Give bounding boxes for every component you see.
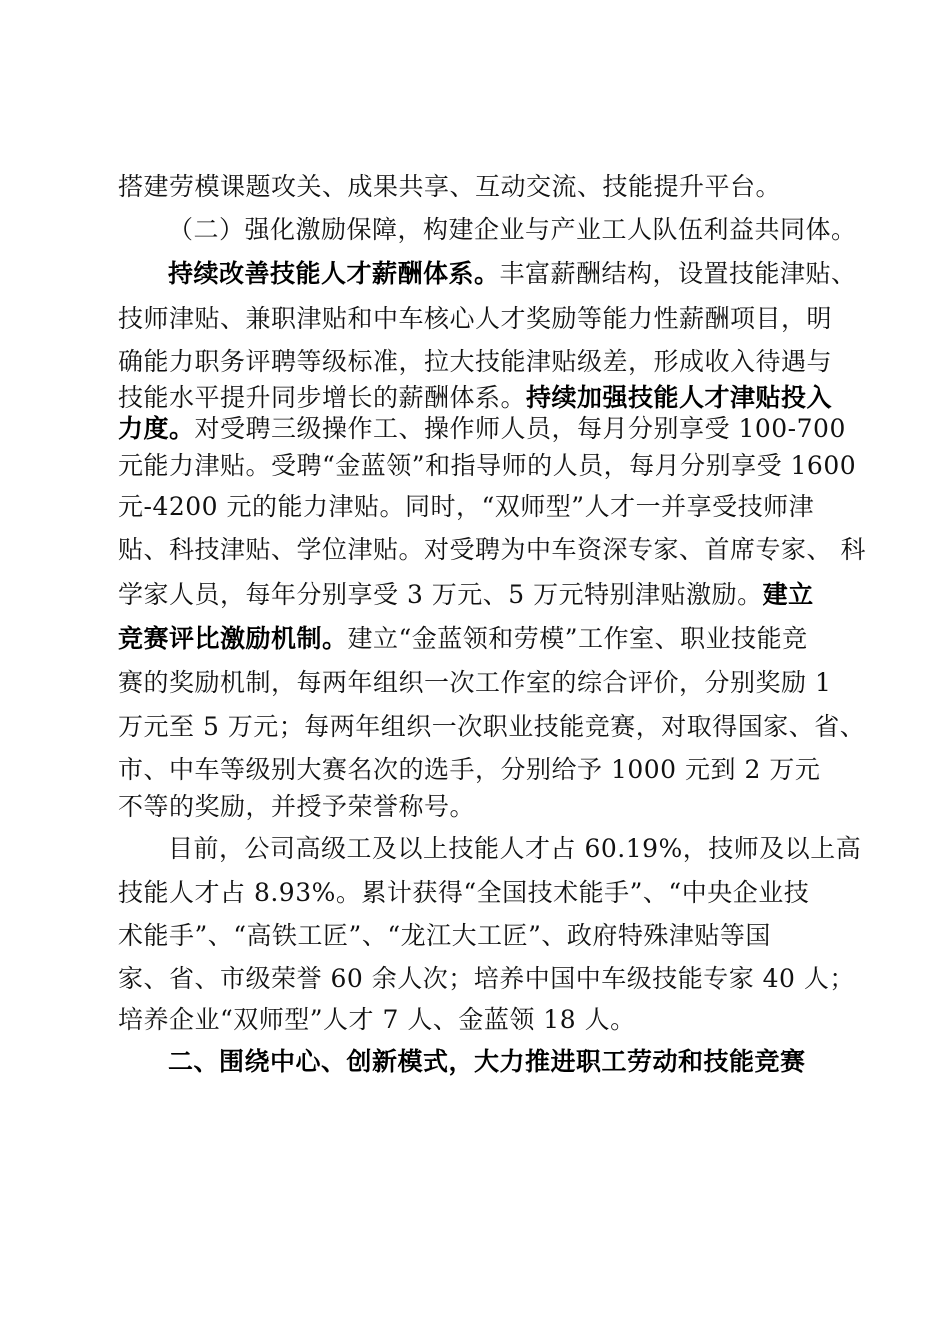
paragraph-line [118,381,848,415]
body-text: 元-4200 元的能力津贴。同时，“双师型”人才一并享受技师津 [118,492,815,521]
body-text: 市、中车等级别大赛名次的选手，分别给予 1000 元到 2 万元 [118,755,821,784]
paragraph-line [118,666,848,700]
paragraph-line [168,832,862,866]
body-text: 丰富薪酬结构，设置技能津贴、 [499,259,857,288]
body-text: 不等的奖励，并授予荣誉称号。 [118,792,476,821]
body-text: 搭建劳模课题攻关、成果共享、互动交流、技能提升平台。 [118,172,782,201]
body-text: 建立“金蓝领和劳模”工作室、职业技能竞 [347,624,808,653]
paragraph-line [118,533,866,567]
body-text: 确能力职务评聘等级标准，拉大技能津贴级差，形成收入待遇与 [118,347,833,376]
heading-text: 二、围绕中心、创新模式，大力推进职工劳动和技能竞赛 [168,1047,806,1076]
paragraph-line [118,919,848,953]
paragraph-line [118,753,848,787]
bold-lead-text: 持续加强技能人才津贴投入 [526,383,833,412]
paragraph-line [118,962,855,996]
body-text: 赛的奖励机制，每两年组织一次工作室的综合评价，分别奖励 1 [118,668,832,697]
body-text: 对受聘三级操作工、操作师人员，每月分别享受 100-700 [194,414,846,443]
paragraph-line [118,302,848,336]
bold-lead-text: 建立 [762,580,814,609]
paragraph-line [118,876,848,910]
section-subheading [168,213,857,247]
paragraph-line [118,170,848,204]
body-text: 术能手”、“高铁工匠”、“龙江大工匠”、政府特殊津贴等国 [118,921,771,950]
paragraph-line [118,578,848,612]
body-text: 目前，公司高级工及以上技能人才占 60.19%，技师及以上高 [168,834,862,863]
body-text: 万元至 5 万元；每两年组织一次职业技能竞赛，对取得国家、省、 [118,712,866,741]
paragraph-line [168,257,857,291]
paragraph-line [118,1003,848,1037]
subheading-text: （二）强化激励保障，构建企业与产业工人队伍利益共同体。 [168,215,857,244]
body-text: 家、省、市级荣誉 60 余人次；培养中国中车级技能专家 40 人； [118,964,855,993]
section-heading [168,1045,848,1079]
bold-lead-text: 持续改善技能人才薪酬体系。 [168,259,500,288]
paragraph-line [118,449,857,483]
body-text: 贴、科技津贴、学位津贴。对受聘为中车资深专家、首席专家、 科 [118,535,866,564]
paragraph-line [118,345,848,379]
paragraph-line [118,710,866,744]
paragraph-line [118,790,848,824]
paragraph-line [118,412,848,446]
bold-lead-text: 竞赛评比激励机制。 [118,624,348,653]
body-text: 培养企业“双师型”人才 7 人、金蓝领 18 人。 [118,1005,636,1034]
paragraph-line [118,622,848,656]
body-text: 学家人员，每年分别享受 3 万元、5 万元特别津贴激励。 [118,580,763,609]
body-text: 元能力津贴。受聘“金蓝领”和指导师的人员，每月分别享受 1600 [118,451,857,480]
body-text: 技能水平提升同步增长的薪酬体系。 [118,383,527,412]
bold-lead-text: 力度。 [118,414,195,443]
paragraph-line [118,490,848,524]
body-text: 技师津贴、兼职津贴和中车核心人才奖励等能力性薪酬项目，明 [118,304,833,333]
body-text: 技能人才占 8.93%。累计获得“全国技术能手”、“中央企业技 [118,878,810,907]
